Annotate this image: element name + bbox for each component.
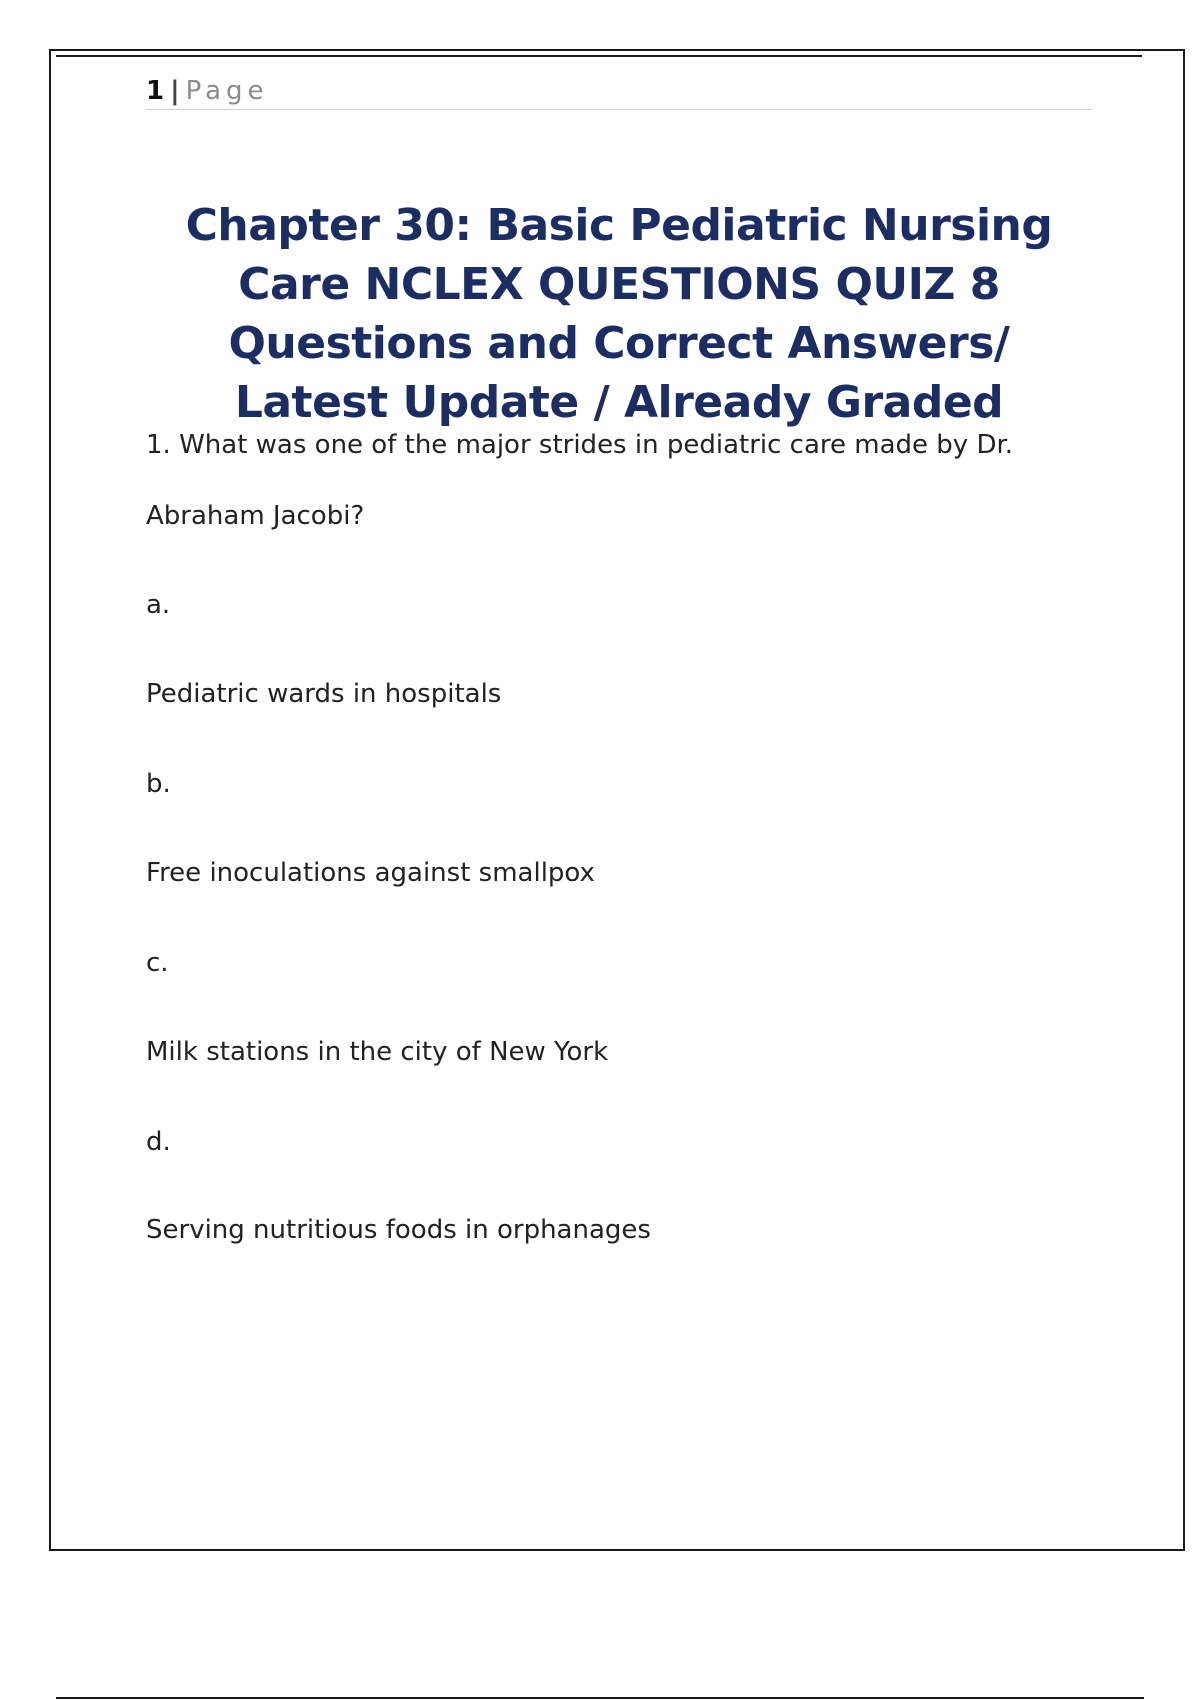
header-top-rule bbox=[56, 55, 1142, 57]
bottom-rule bbox=[56, 1697, 1144, 1699]
option-a-text: Pediatric wards in hospitals bbox=[146, 679, 502, 709]
question-text-line-1: 1. What was one of the major strides in pediatric care made by Dr. bbox=[146, 430, 1014, 460]
document-title: Chapter 30: Basic Pediatric Nursing Care NCLEX QUESTIONS QUIZ 8 Questions and Correct Answers/ Latest Update / Already Graded bbox=[185, 200, 1053, 428]
page-separator: | bbox=[170, 76, 180, 106]
page-number: 1 bbox=[146, 76, 165, 106]
page-label: Page bbox=[185, 76, 269, 106]
question-text-line-2: Abraham Jacobi? bbox=[146, 501, 365, 531]
option-c-letter: c. bbox=[146, 948, 169, 978]
option-b-text: Free inoculations against smallpox bbox=[146, 858, 595, 888]
option-c-text: Milk stations in the city of New York bbox=[146, 1037, 609, 1067]
option-d-text: Serving nutritious foods in orphanages bbox=[146, 1215, 651, 1245]
option-a-letter: a. bbox=[146, 590, 171, 620]
option-d-letter: d. bbox=[146, 1127, 171, 1157]
option-b-letter: b. bbox=[146, 769, 171, 799]
page-header bbox=[146, 74, 1092, 110]
